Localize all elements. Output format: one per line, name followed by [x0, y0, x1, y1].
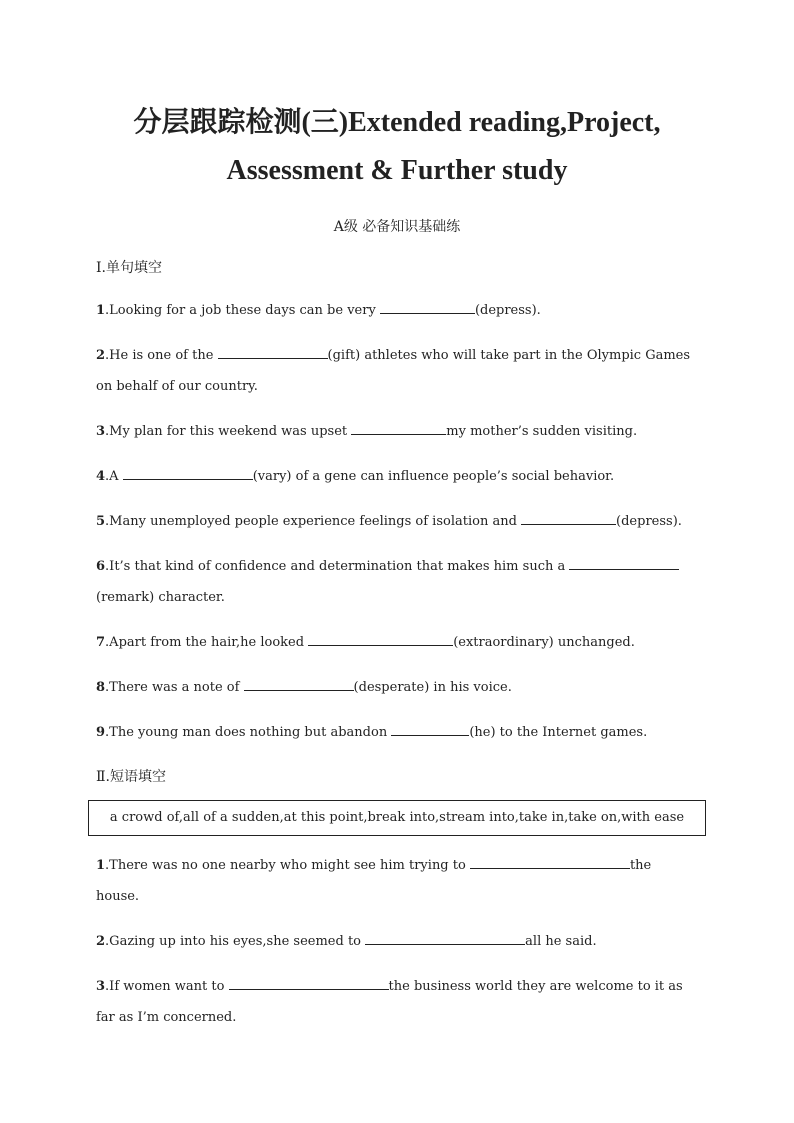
answer-blank[interactable]: [569, 555, 679, 570]
question-item: 2.Gazing up into his eyes,she seemed to all he said.: [96, 926, 698, 957]
answer-blank[interactable]: [380, 299, 475, 314]
question-item: 6.It’s that kind of confidence and determination that makes him such a (remark) character.: [96, 551, 698, 613]
answer-blank[interactable]: [308, 631, 453, 646]
question-item: 3.My plan for this weekend was upset my mother’s sudden visiting.: [96, 416, 698, 447]
page-title-line2: Assessment & Further study: [226, 155, 568, 186]
answer-blank[interactable]: [351, 420, 446, 435]
question-item: 3.If women want to the business world they are welcome to it as far as I’m concerned.: [96, 971, 698, 1033]
section-heading-phrase-fill: Ⅱ.短语填空: [96, 769, 166, 785]
answer-blank[interactable]: [470, 854, 630, 869]
question-item: 1.Looking for a job these days can be very (depress).: [96, 295, 698, 326]
question-item: 5.Many unemployed people experience feelings of isolation and (depress).: [96, 506, 698, 537]
answer-blank[interactable]: [521, 510, 616, 525]
answer-blank[interactable]: [244, 676, 354, 691]
answer-blank[interactable]: [365, 930, 525, 945]
question-item: 1.There was no one nearby who might see him trying to the house.: [96, 850, 698, 912]
question-item: 8.There was a note of (desperate) in his voice.: [96, 672, 698, 703]
section-heading-sentence-fill: Ⅰ.单句填空: [96, 260, 162, 276]
question-item: 7.Apart from the hair,he looked (extraordinary) unchanged.: [96, 627, 698, 658]
sentence-fill-list: [96, 295, 698, 748]
page-title-line1: 分层跟踪检测(三)Extended reading,Project,: [133, 107, 661, 138]
question-item: 9.The young man does nothing but abandon (he) to the Internet games.: [96, 717, 698, 748]
phrase-bank-box: a crowd of,all of a sudden,at this point,break into,stream into,take in,take on,with ease: [88, 800, 706, 836]
answer-blank[interactable]: [229, 975, 389, 990]
answer-blank[interactable]: [123, 465, 253, 480]
answer-blank[interactable]: [391, 721, 469, 736]
level-subtitle: A级 必备知识基础练: [333, 219, 461, 235]
question-item: 4.A (vary) of a gene can influence people’s social behavior.: [96, 461, 698, 492]
answer-blank[interactable]: [218, 344, 328, 359]
question-item: 2.He is one of the (gift) athletes who will take part in the Olympic Games on behalf of our country.: [96, 340, 698, 402]
phrase-fill-list: [96, 850, 698, 1033]
